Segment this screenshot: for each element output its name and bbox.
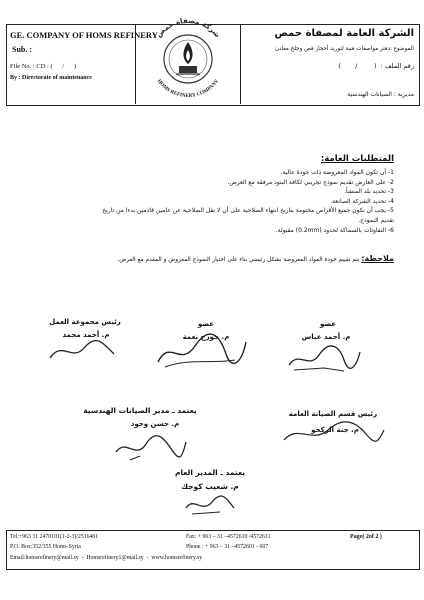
footer-page: Page( 2of 2 ) [350,534,382,540]
footer-email: Email:homsrefinery@mail.sy - Homsrefinery1@mail.sy - www.homsrefinery.sy [10,555,203,561]
company-logo [141,12,235,102]
homs-refinery-logo [141,12,235,102]
requirement-item: 6- التفاوتات بالسماكة لحدود (0.2mm) مقبولة. [275,226,394,234]
signature-name: م. جورج نعمة [182,333,230,341]
requirements-title: المتطلبات العامة: [320,154,394,164]
logo-english-arc: HOMS REFINERY COMPANY [155,78,221,100]
requirements-list [29,168,394,235]
footer-tel: Tel:+963 31 2470101(1-2-3)/2516401 [10,534,99,540]
company-name-en: GE. COMPANY OF HOMS REFINERY [10,30,158,40]
signature-scribble [150,332,250,370]
logo-arabic-arc: شركة مصفاة حمص [154,16,222,40]
signature-name: م. حسن وحود [130,420,180,428]
signature-title: عضو [197,320,215,328]
signature-scribble [278,416,388,450]
header-right-divider [240,24,241,104]
note-block [64,254,394,265]
signature-title: عضو [319,320,337,328]
signature-name: م. أحمد محمد [62,331,110,339]
requirement-item: 5- يجب أن تكون جميع الأقراص مختومة بتاريخ انتهاء الصلاحية على أن لا تقل الصلاحية عن عامين قادمين بدءا من تاريخ [102,207,394,215]
note-text: يتم تقييم جودة المواد المعروضة بشكل رئيسي بناء على اختبار النموذج المعروض و المقدم مع العرض. [117,257,360,263]
signature-name: م. أحمد عباس [301,333,351,341]
signature-name: م. جنة الركحو [311,426,359,434]
directorate-en: By : Directorate of maintenance [10,75,92,81]
file-number-ar: رقم الملف : ( / ) [338,62,414,70]
requirement-item: 2- على العارض تقديم نموذج تجريبي لكافة البنود مرفقة مع العرض. [227,178,394,186]
subject-ar: الموضوع :دفتر مواصفات فنية لتوريد أحجار قص وجلخ معادن [274,46,414,52]
signature-title: رئيس قسم الصيانة العامة [288,410,378,418]
general-manager-name: م. شعيب كوجك [181,482,239,491]
requirement-item: 1- أن تكون المواد المعروضة ذات جودة عالية. [280,169,394,176]
signature-scribble [44,336,124,366]
signature-scribble [284,340,364,374]
requirement-item: تقديم النموذج. [358,216,394,224]
signature-scribble [110,432,190,464]
company-name-ar: الشركة العامة لمصفاة حمص [274,28,414,39]
footer-po-box: P.O. Box:352/355 Homs-Syria [10,544,81,550]
signature-scribble [180,492,240,518]
file-number: File No. : CD : ( / ) [10,63,77,70]
subject-label: Sub. : [12,45,33,54]
footer-phone: Phone : + 963 – 31 –4572601 - 607 [186,544,269,550]
footer-fax: Fax: + 963 – 31 –4572610 /4572611 [186,534,271,540]
requirement-item: 3- تحديد بلد المنشأ. [344,188,394,196]
requirement-item: 4- تحديد الشركة الصانعة. [330,197,394,205]
signature-title: رئيس مجموعة العمل [49,318,121,326]
signature-title: يعتمد ـ مدير الصيانات الهندسية [83,406,197,415]
note-label: ملاحظة: [361,254,394,263]
directorate-ar: مديرية : الصيانات الهندسية [347,91,414,98]
general-manager-title: يعتمد ـ المدير العام [174,468,246,477]
